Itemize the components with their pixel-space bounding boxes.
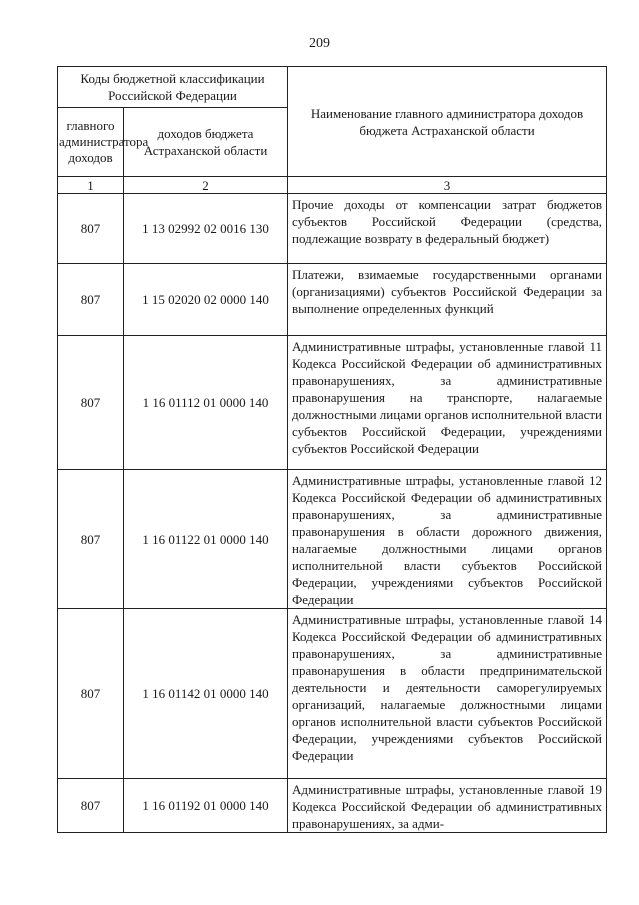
header-admin-code: главного администратора доходов — [58, 108, 124, 177]
admin-code-cell: 807 — [58, 470, 124, 609]
page-number: 209 — [309, 36, 330, 51]
income-code-cell: 1 16 01192 01 0000 140 — [124, 779, 288, 833]
admin-code-cell: 807 — [58, 779, 124, 833]
admin-code-cell: 807 — [58, 609, 124, 779]
description-cell: Административные штрафы, установленные главой 14 Кодекса Российской Федерации об административных правонарушениях, за административные правонарушения в области предпринимательской деятельности и деятельности саморегулируемых организаций, налагаемые должностными лицами органов исполнительной власти субъектов Российской Федерации, учреждениями субъектов Российской Федерации — [288, 609, 607, 779]
admin-code-cell: 807 — [58, 336, 124, 470]
admin-code-cell: 807 — [58, 264, 124, 336]
header-income-code: доходов бюджета Астраханской области — [124, 108, 288, 177]
table-row — [58, 336, 607, 470]
income-code-cell: 1 13 02992 02 0016 130 — [124, 194, 288, 264]
budget-codes-table — [57, 66, 607, 833]
admin-code-cell: 807 — [58, 194, 124, 264]
description-cell: Прочие доходы от компенсации затрат бюджетов субъектов Российской Федерации (средства, подлежащие возврату в федеральный бюджет) — [288, 194, 607, 264]
table-row — [58, 264, 607, 336]
description-cell: Административные штрафы, установленные главой 11 Кодекса Российской Федерации об административных правонарушениях, за административные правонарушения на транспорте, налагаемые должностными лицами органов исполнительной власти субъектов Российской Федерации, учреждениями субъектов Российской Федерации — [288, 336, 607, 470]
income-code-cell: 1 16 01112 01 0000 140 — [124, 336, 288, 470]
index-col-1: 1 — [58, 177, 124, 194]
table-row — [58, 609, 607, 779]
header-codes-group: Коды бюджетной классификации Российской Федерации — [58, 67, 288, 108]
table-row — [58, 470, 607, 609]
index-col-3: 3 — [288, 177, 607, 194]
header-admin-name: Наименование главного администратора доходов бюджета Астраханской области — [288, 67, 607, 177]
description-cell: Административные штрафы, установленные главой 12 Кодекса Российской Федерации об административных правонарушениях, за административные правонарушения в области дорожного движения, налагаемые должностными лицами органов исполнительной власти субъектов Российской Федерации, учреждениями субъектов Российской Федерации — [288, 470, 607, 609]
index-row — [58, 177, 607, 194]
table-row — [58, 194, 607, 264]
income-code-cell: 1 16 01122 01 0000 140 — [124, 470, 288, 609]
header-row-group — [58, 67, 607, 108]
index-col-2: 2 — [124, 177, 288, 194]
income-code-cell: 1 15 02020 02 0000 140 — [124, 264, 288, 336]
description-cell: Административные штрафы, установленные главой 19 Кодекса Российской Федерации об административных правонарушениях, за адми- — [288, 779, 607, 833]
income-code-cell: 1 16 01142 01 0000 140 — [124, 609, 288, 779]
description-cell: Платежи, взимаемые государственными органами (организациями) субъектов Российской Федерации за выполнение определенных функций — [288, 264, 607, 336]
table-row — [58, 779, 607, 833]
